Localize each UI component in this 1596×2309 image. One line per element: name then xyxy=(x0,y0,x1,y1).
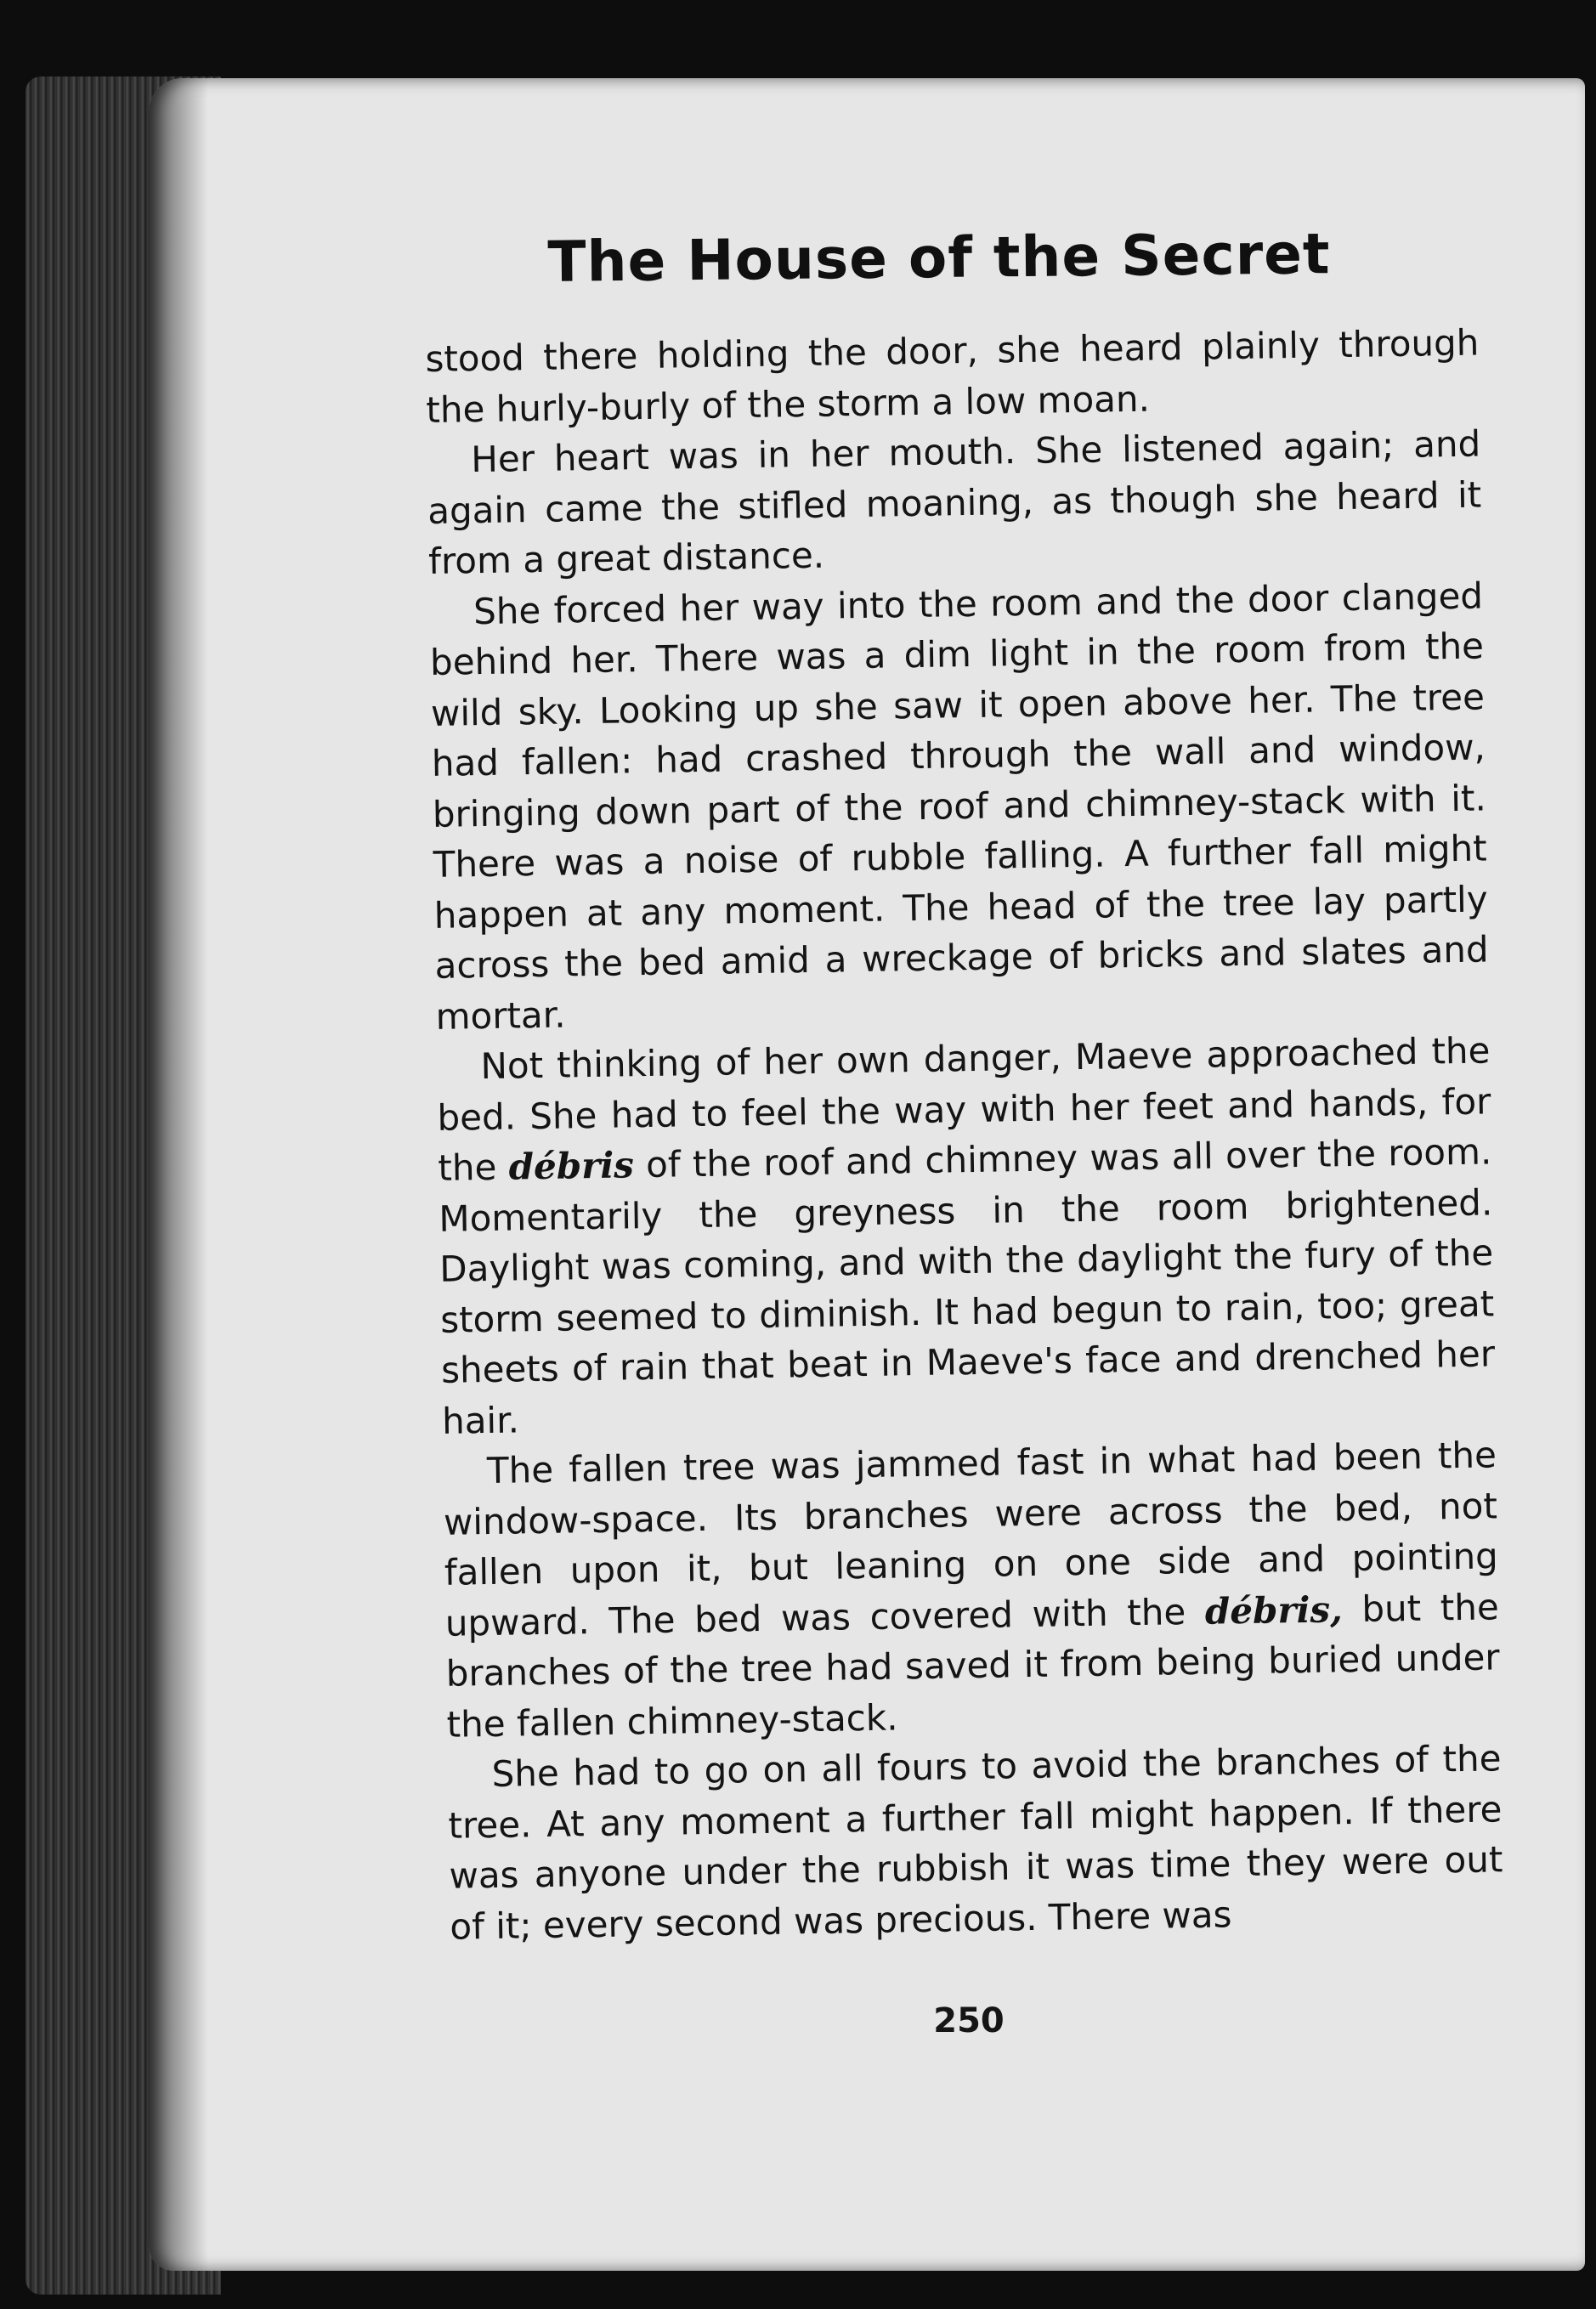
text-segment: stood there holding the door, she heard plainly through the hurly-burly of the storm a low moan. xyxy=(425,321,1480,431)
gutter-shadow xyxy=(149,78,208,2271)
page-number: 250 xyxy=(933,2001,1005,2040)
text-segment: The fallen tree was jammed fast in what had been the window-space. Its branches were across the bed, not fallen upon it, but leaning on one side and pointing upward. The bed was covered with the xyxy=(443,1434,1499,1644)
text-segment: of the roof and chimney was all over the room. Momentarily the greyness in the room brightened. Daylight was coming, and with the daylight the fury of the storm seemed to diminish. It had begun to rain, too; great sheets of rain that beat in Maeve's face and drenched her hair. xyxy=(438,1130,1496,1442)
paragraph xyxy=(429,570,1490,1042)
paragraph xyxy=(425,318,1480,435)
text-segment: Her heart was in her mouth. She listened again; and again came the stifled moaning, as though she heard it from a great distance. xyxy=(427,422,1482,582)
italic-word: débris xyxy=(508,1144,635,1188)
text-segment: but the branches of the tree had saved it from being buried under the fallen chimney-stack. xyxy=(445,1585,1500,1746)
body-text xyxy=(425,318,1504,1952)
paragraph xyxy=(443,1429,1501,1749)
text-segment: Not thinking of her own danger, Maeve approached the bed. She had to feel the way with her feet and hands, for the xyxy=(437,1029,1491,1189)
running-head: The House of the Secret xyxy=(547,221,1331,295)
italic-word: débris, xyxy=(1204,1587,1344,1633)
paragraph xyxy=(447,1733,1504,1951)
paragraph xyxy=(427,419,1483,587)
text-segment: She forced her way into the room and the door clanged behind her. There was a dim light in the room from the wild sky. Looking up she saw it open above her. The tree had fallen: had crashed through the wall and window, bringing down part of the roof and chimney-stack with it. There was a noise of rubble falling. A further fall might happen at any moment. The head of the tree lay partly across the bed amid a wreckage of bricks and slates and mortar. xyxy=(429,574,1489,1038)
paragraph xyxy=(436,1025,1496,1446)
text-segment: She had to go on all fours to avoid the branches of the tree. At any moment a further fall might happen. If there was anyone under the rubbish it was time they were out of it; every second was precious. There was xyxy=(448,1737,1503,1948)
